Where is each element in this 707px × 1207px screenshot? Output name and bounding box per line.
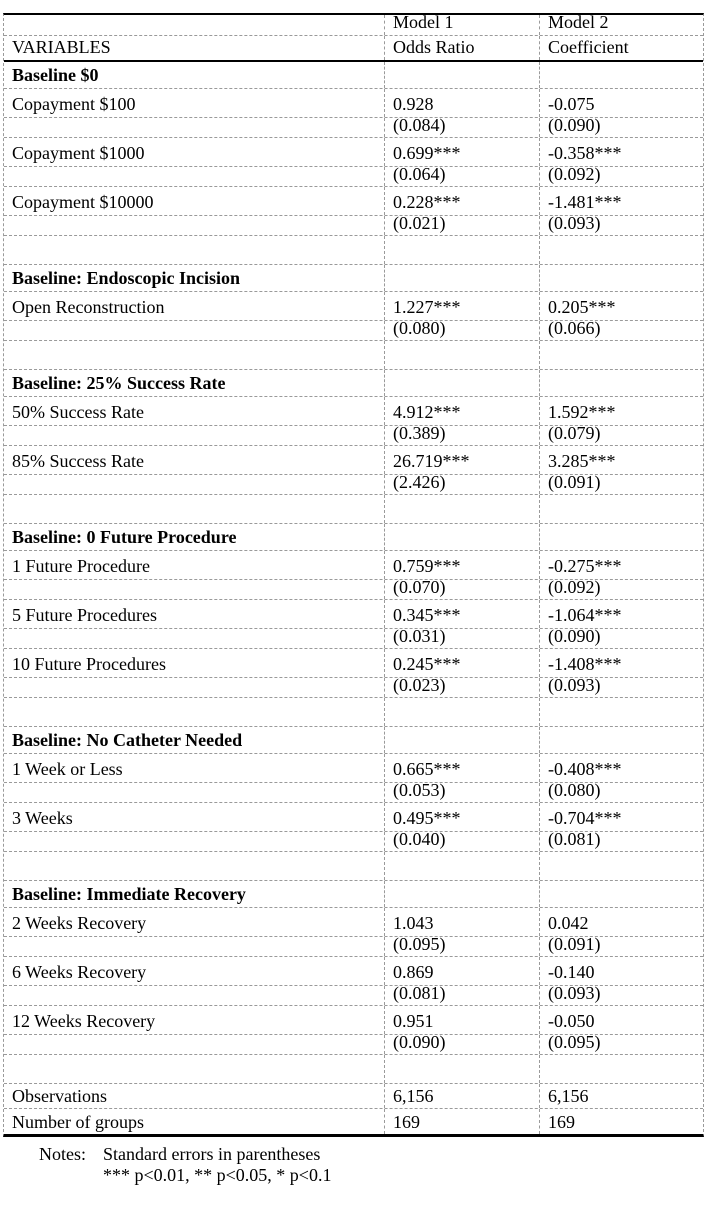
notes-body bbox=[103, 1144, 331, 1186]
standard-error-row bbox=[4, 472, 703, 495]
model1-value-cell bbox=[384, 341, 539, 369]
variable-label-cell bbox=[4, 167, 384, 186]
model1-value-cell: 0.665*** bbox=[384, 754, 539, 782]
model1-value-cell: (0.064) bbox=[384, 167, 539, 186]
column-header-model2: Model 2 bbox=[539, 15, 703, 35]
variable-label-cell bbox=[4, 236, 384, 264]
model2-value-cell: -1.481*** bbox=[539, 187, 703, 215]
notes-line-standard-errors: Standard errors in parentheses bbox=[103, 1144, 321, 1164]
variable-label-cell: 6 Weeks Recovery bbox=[12, 962, 147, 982]
model2-value-cell: (0.091) bbox=[539, 937, 703, 956]
variable-label-cell: Copayment $1000 bbox=[12, 143, 145, 163]
notes-label: Notes: bbox=[39, 1144, 86, 1164]
model2-value-cell: -0.140 bbox=[539, 957, 703, 985]
model1-value-cell bbox=[384, 524, 539, 550]
model2-value-cell: 1.592*** bbox=[539, 397, 703, 425]
model1-value-cell: 0.495*** bbox=[384, 803, 539, 831]
model2-value-cell: -0.275*** bbox=[539, 551, 703, 579]
model1-value-cell: (0.090) bbox=[384, 1035, 539, 1054]
table-notes bbox=[39, 1144, 707, 1186]
variable-label-cell: Number of groups bbox=[12, 1112, 144, 1132]
section-header-row bbox=[4, 62, 703, 89]
variable-label-cell bbox=[4, 341, 384, 369]
model1-value-cell: (0.081) bbox=[384, 986, 539, 1005]
model1-value-cell: (0.023) bbox=[384, 678, 539, 697]
variable-value-row bbox=[4, 600, 703, 629]
variable-label-cell bbox=[4, 1035, 384, 1054]
variable-label-cell: 5 Future Procedures bbox=[12, 605, 157, 625]
variable-value-row bbox=[4, 754, 703, 783]
spacer-row bbox=[4, 341, 703, 370]
variable-value-row bbox=[4, 551, 703, 580]
model2-value-cell bbox=[539, 852, 703, 880]
model2-value-cell: -0.408*** bbox=[539, 754, 703, 782]
column-header-variables: VARIABLES bbox=[12, 37, 111, 57]
model2-value-cell: 0.205*** bbox=[539, 292, 703, 320]
model1-value-cell: 1.227*** bbox=[384, 292, 539, 320]
variable-label-cell bbox=[4, 986, 384, 1005]
spacer-row bbox=[4, 495, 703, 524]
model2-value-cell bbox=[539, 524, 703, 550]
model1-value-cell: 26.719*** bbox=[384, 446, 539, 474]
model1-value-cell bbox=[384, 370, 539, 396]
variable-label-cell: 1 Future Procedure bbox=[12, 556, 150, 576]
model2-value-cell: -1.408*** bbox=[539, 649, 703, 677]
variable-label-cell: Open Reconstruction bbox=[12, 297, 165, 317]
variable-label-cell: 2 Weeks Recovery bbox=[12, 913, 147, 933]
variable-label-cell: 1 Week or Less bbox=[12, 759, 123, 779]
model1-value-cell: 0.759*** bbox=[384, 551, 539, 579]
variables-header-row bbox=[4, 36, 703, 62]
variable-label-cell bbox=[4, 832, 384, 851]
standard-error-row bbox=[4, 577, 703, 600]
section-header-row bbox=[4, 265, 703, 292]
model1-value-cell: 0.699*** bbox=[384, 138, 539, 166]
section-header-row bbox=[4, 524, 703, 551]
model2-value-cell bbox=[539, 1055, 703, 1083]
model2-value-cell bbox=[539, 265, 703, 291]
variable-value-row bbox=[4, 89, 703, 118]
variable-label-cell bbox=[4, 426, 384, 445]
variable-label-cell: Baseline: Immediate Recovery bbox=[12, 884, 246, 904]
model1-value-cell: (0.053) bbox=[384, 783, 539, 802]
column-header-coefficient: Coefficient bbox=[539, 36, 703, 60]
model2-value-cell: 3.285*** bbox=[539, 446, 703, 474]
model1-value-cell: (0.031) bbox=[384, 629, 539, 648]
model1-value-cell: 169 bbox=[384, 1109, 539, 1134]
variable-label-cell: Baseline: Endoscopic Incision bbox=[12, 268, 241, 288]
model2-value-cell: (0.080) bbox=[539, 783, 703, 802]
model2-value-cell bbox=[539, 727, 703, 753]
variable-label-cell bbox=[4, 629, 384, 648]
model2-value-cell: (0.092) bbox=[539, 167, 703, 186]
model1-value-cell: (2.426) bbox=[384, 475, 539, 494]
standard-error-row bbox=[4, 934, 703, 957]
summary-stat-row bbox=[4, 1084, 703, 1109]
model1-value-cell: 0.951 bbox=[384, 1006, 539, 1034]
model1-value-cell: 0.869 bbox=[384, 957, 539, 985]
header-blank-cell bbox=[4, 15, 384, 35]
model1-value-cell: 0.228*** bbox=[384, 187, 539, 215]
model2-value-cell: -0.075 bbox=[539, 89, 703, 117]
model2-value-cell: (0.093) bbox=[539, 986, 703, 1005]
model1-value-cell: (0.095) bbox=[384, 937, 539, 956]
model2-value-cell bbox=[539, 341, 703, 369]
variable-label-cell: Baseline: 25% Success Rate bbox=[12, 373, 226, 393]
model1-value-cell: 0.928 bbox=[384, 89, 539, 117]
model2-value-cell bbox=[539, 236, 703, 264]
spacer-row bbox=[4, 1055, 703, 1084]
model2-value-cell: (0.095) bbox=[539, 1035, 703, 1054]
model1-value-cell: 1.043 bbox=[384, 908, 539, 936]
variable-label-cell bbox=[4, 118, 384, 137]
variable-label-cell: 12 Weeks Recovery bbox=[12, 1011, 156, 1031]
variable-label-cell bbox=[4, 698, 384, 726]
model2-value-cell: -0.358*** bbox=[539, 138, 703, 166]
variable-label-cell bbox=[4, 216, 384, 235]
variable-label-cell: 3 Weeks bbox=[12, 808, 73, 828]
variable-label-cell bbox=[4, 580, 384, 599]
model2-value-cell bbox=[539, 370, 703, 396]
model1-value-cell: 6,156 bbox=[384, 1084, 539, 1108]
model2-value-cell: 169 bbox=[539, 1109, 703, 1134]
model1-value-cell: (0.389) bbox=[384, 426, 539, 445]
standard-error-row bbox=[4, 626, 703, 649]
model2-value-cell: 6,156 bbox=[539, 1084, 703, 1108]
model1-value-cell: (0.040) bbox=[384, 832, 539, 851]
model1-value-cell: (0.080) bbox=[384, 321, 539, 340]
variable-value-row bbox=[4, 187, 703, 216]
model1-value-cell bbox=[384, 881, 539, 907]
variable-value-row bbox=[4, 292, 703, 321]
standard-error-row bbox=[4, 423, 703, 446]
summary-stat-row bbox=[4, 1109, 703, 1134]
spacer-row bbox=[4, 698, 703, 727]
model2-value-cell: (0.091) bbox=[539, 475, 703, 494]
model1-value-cell bbox=[384, 727, 539, 753]
spacer-row bbox=[4, 236, 703, 265]
spacer-row bbox=[4, 852, 703, 881]
variable-label-cell: Copayment $100 bbox=[12, 94, 136, 114]
model1-value-cell bbox=[384, 62, 539, 88]
model2-value-cell bbox=[539, 881, 703, 907]
standard-error-row bbox=[4, 780, 703, 803]
standard-error-row bbox=[4, 164, 703, 187]
notes-line-significance: *** p<0.01, ** p<0.05, * p<0.1 bbox=[103, 1165, 332, 1185]
variable-label-cell bbox=[4, 783, 384, 802]
model2-value-cell: (0.079) bbox=[539, 426, 703, 445]
variable-value-row bbox=[4, 908, 703, 937]
model2-value-cell: (0.093) bbox=[539, 678, 703, 697]
model2-value-cell: (0.066) bbox=[539, 321, 703, 340]
variable-label-cell: Baseline $0 bbox=[12, 65, 99, 85]
standard-error-row bbox=[4, 213, 703, 236]
variable-label-cell: Copayment $10000 bbox=[12, 192, 154, 212]
model1-value-cell: (0.084) bbox=[384, 118, 539, 137]
section-header-row bbox=[4, 881, 703, 908]
variable-label-cell: 50% Success Rate bbox=[12, 402, 144, 422]
model2-value-cell: (0.090) bbox=[539, 118, 703, 137]
model2-value-cell: -0.050 bbox=[539, 1006, 703, 1034]
column-header-odds-ratio: Odds Ratio bbox=[384, 36, 539, 60]
variable-label-cell bbox=[4, 495, 384, 523]
model1-value-cell bbox=[384, 698, 539, 726]
model2-value-cell: (0.093) bbox=[539, 216, 703, 235]
variable-value-row bbox=[4, 397, 703, 426]
variable-label-cell bbox=[4, 852, 384, 880]
variable-value-row bbox=[4, 138, 703, 167]
model2-value-cell bbox=[539, 62, 703, 88]
model2-value-cell: (0.090) bbox=[539, 629, 703, 648]
model1-value-cell: 0.245*** bbox=[384, 649, 539, 677]
model1-value-cell: (0.070) bbox=[384, 580, 539, 599]
regression-table bbox=[3, 13, 704, 1137]
variable-value-row bbox=[4, 1006, 703, 1035]
variable-label-cell: Baseline: 0 Future Procedure bbox=[12, 527, 237, 547]
standard-error-row bbox=[4, 318, 703, 341]
variable-label-cell: Baseline: No Catheter Needed bbox=[12, 730, 243, 750]
variable-value-row bbox=[4, 957, 703, 986]
variable-label-cell: 85% Success Rate bbox=[12, 451, 144, 471]
model1-value-cell bbox=[384, 265, 539, 291]
column-header-model1: Model 1 bbox=[384, 15, 539, 35]
standard-error-row bbox=[4, 675, 703, 698]
model1-value-cell bbox=[384, 236, 539, 264]
variable-label-cell bbox=[4, 678, 384, 697]
variable-label-cell bbox=[4, 475, 384, 494]
model2-value-cell: -1.064*** bbox=[539, 600, 703, 628]
model-header-row bbox=[4, 12, 703, 36]
model1-value-cell bbox=[384, 1055, 539, 1083]
standard-error-row bbox=[4, 829, 703, 852]
variable-value-row bbox=[4, 803, 703, 832]
model2-value-cell: (0.081) bbox=[539, 832, 703, 851]
model2-value-cell bbox=[539, 495, 703, 523]
variable-label-cell: Observations bbox=[12, 1086, 107, 1106]
variable-label-cell bbox=[4, 1055, 384, 1083]
model2-value-cell: (0.092) bbox=[539, 580, 703, 599]
model1-value-cell bbox=[384, 495, 539, 523]
variable-label-cell: 10 Future Procedures bbox=[12, 654, 166, 674]
section-header-row bbox=[4, 370, 703, 397]
model2-value-cell bbox=[539, 698, 703, 726]
model1-value-cell bbox=[384, 852, 539, 880]
model2-value-cell: 0.042 bbox=[539, 908, 703, 936]
model1-value-cell: 4.912*** bbox=[384, 397, 539, 425]
variable-label-cell bbox=[4, 321, 384, 340]
standard-error-row bbox=[4, 1032, 703, 1055]
model1-value-cell: (0.021) bbox=[384, 216, 539, 235]
variable-label-cell bbox=[4, 937, 384, 956]
standard-error-row bbox=[4, 115, 703, 138]
standard-error-row bbox=[4, 983, 703, 1006]
section-header-row bbox=[4, 727, 703, 754]
variable-value-row bbox=[4, 446, 703, 475]
model2-value-cell: -0.704*** bbox=[539, 803, 703, 831]
variable-value-row bbox=[4, 649, 703, 678]
model1-value-cell: 0.345*** bbox=[384, 600, 539, 628]
